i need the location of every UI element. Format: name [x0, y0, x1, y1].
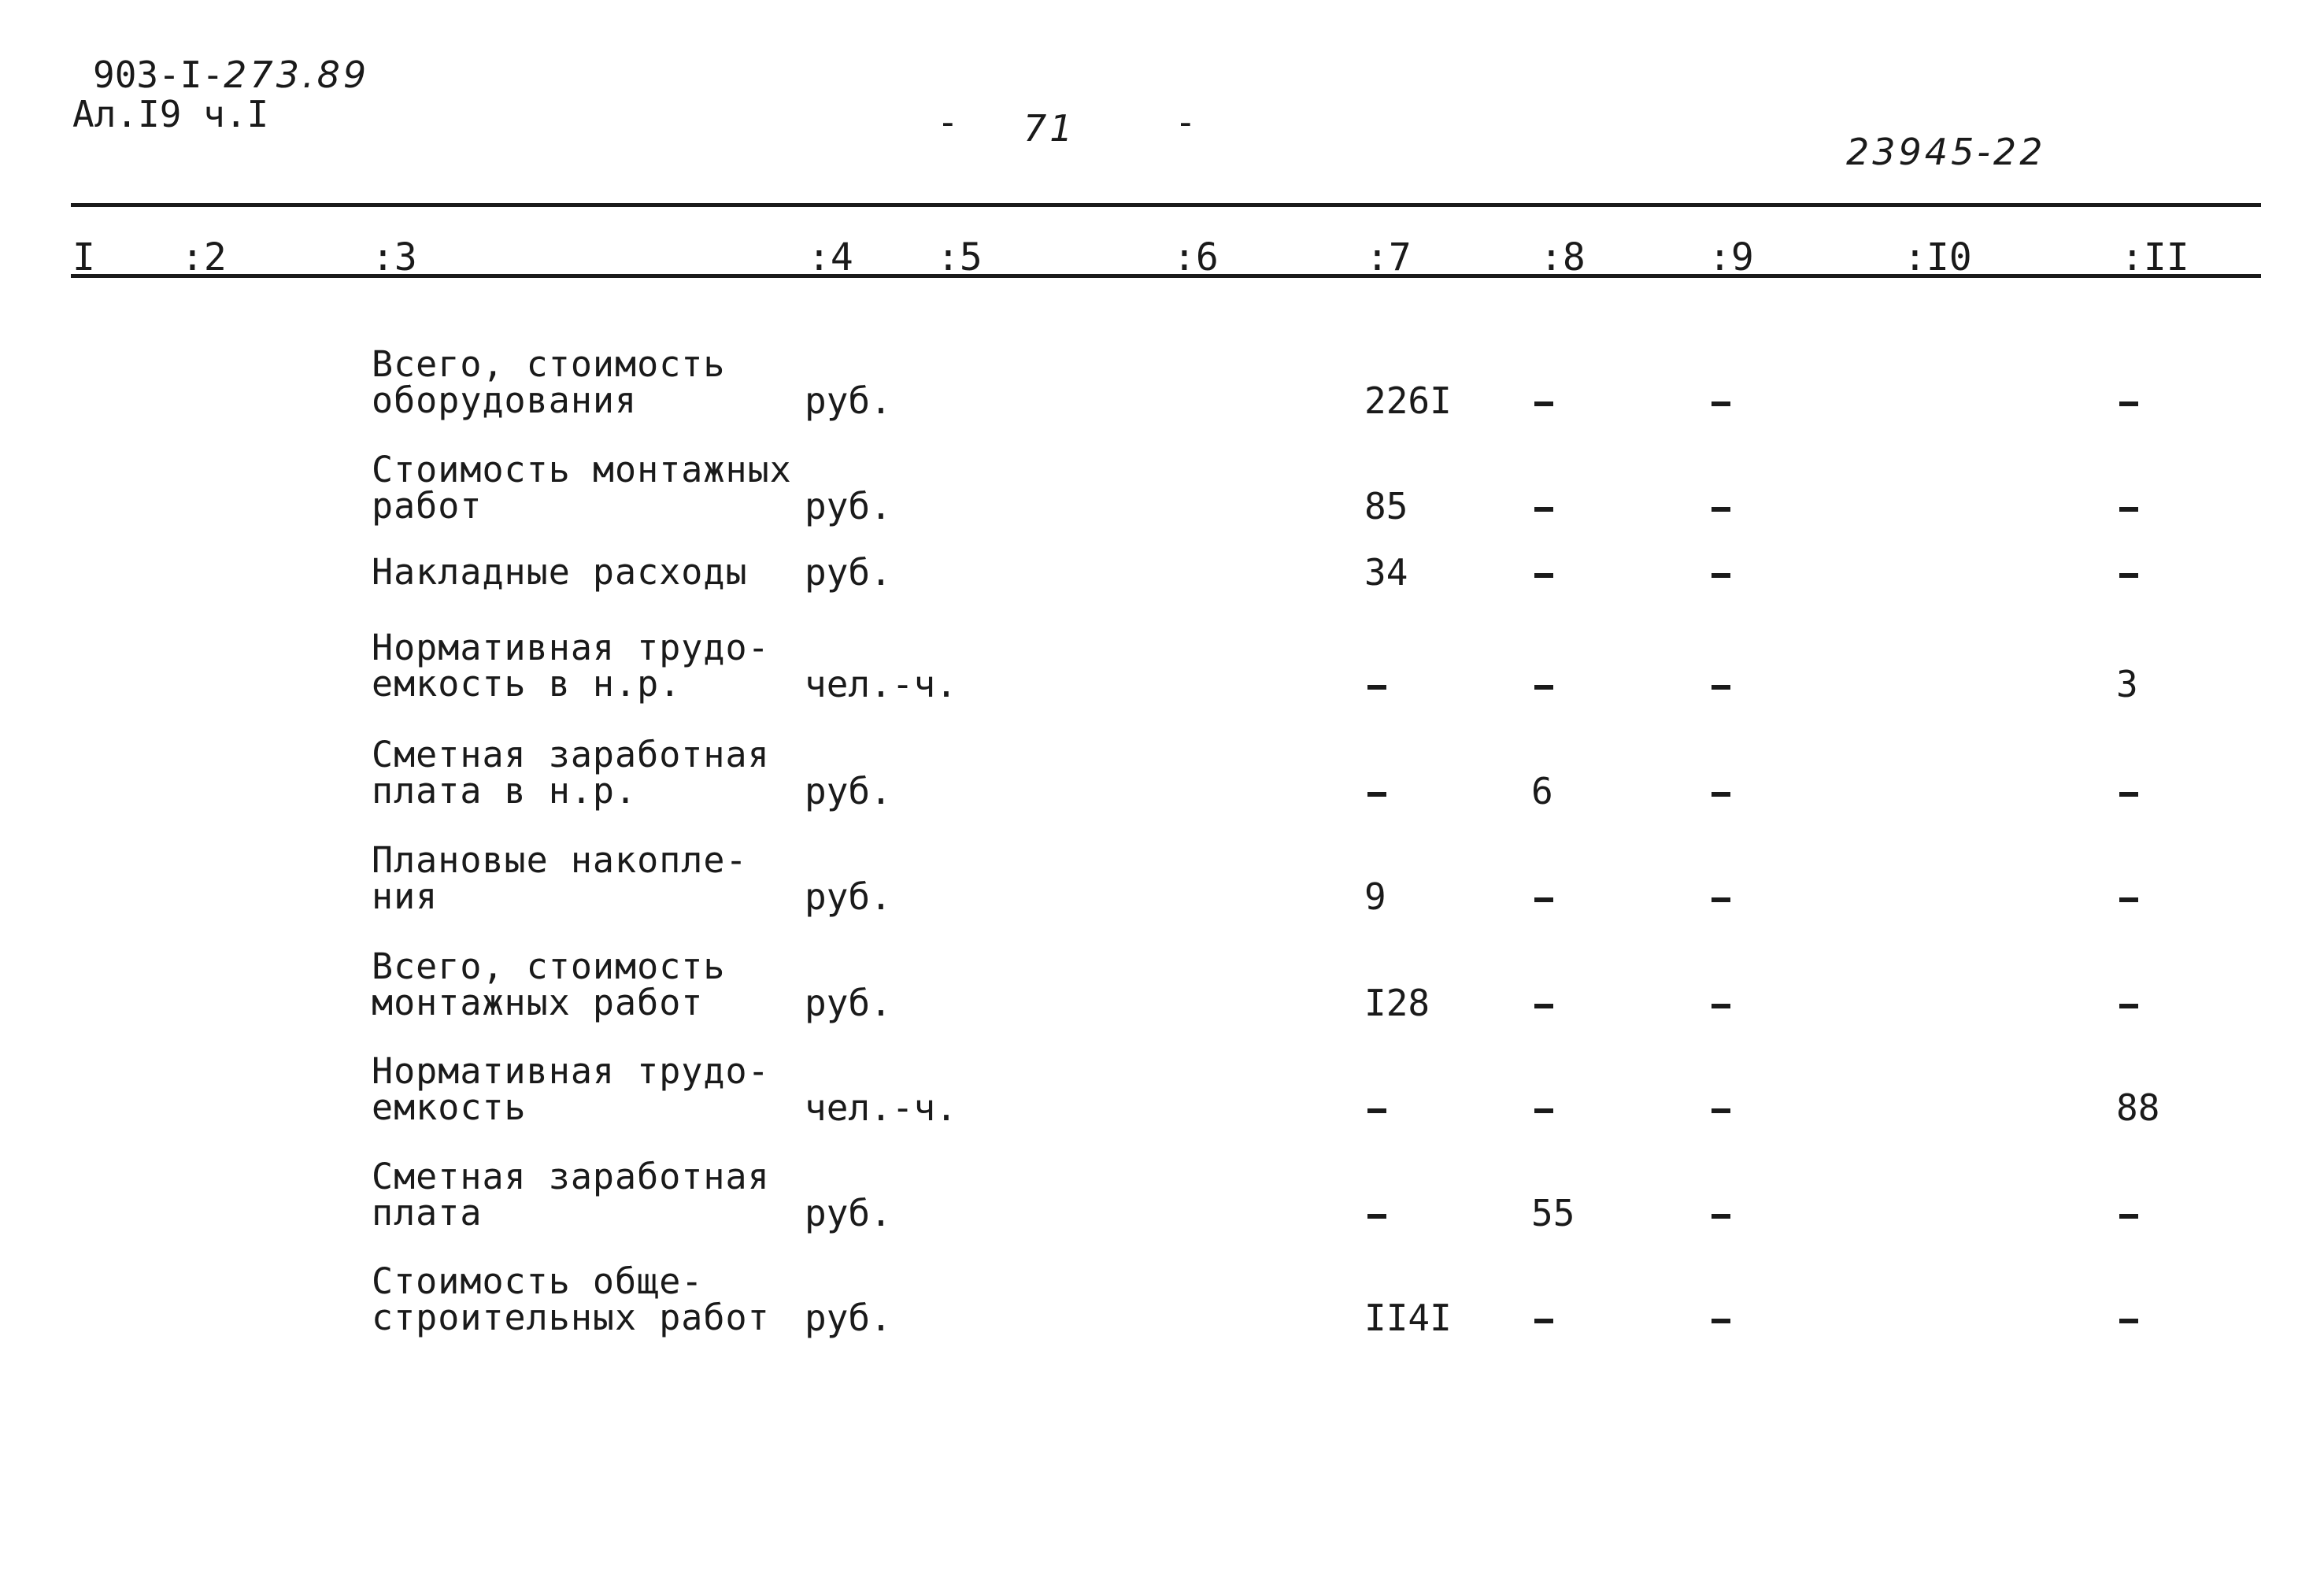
row-description-line: Нормативная трудо-: [372, 627, 770, 668]
row-col9-dash: [1712, 507, 1730, 512]
row-unit: руб.: [805, 379, 892, 422]
row-description-line: Стоимость монтажных: [372, 449, 792, 490]
row-col11-dash: [2119, 1214, 2138, 1219]
table-top-rule: [71, 203, 2261, 207]
row-col11-dash: [2119, 401, 2138, 406]
row-col11-dash: [2119, 573, 2138, 578]
row-description-line: плата в н.р.: [372, 770, 638, 812]
row-unit: руб.: [805, 875, 892, 918]
album-part: Ал.I9 ч.I: [72, 93, 269, 135]
row-unit: чел.-ч.: [805, 663, 957, 705]
row-col9-dash: [1712, 685, 1730, 690]
row-description-line: емкость: [372, 1086, 527, 1128]
row-col11-dash: [2119, 897, 2138, 902]
col-header-9: :9: [1708, 235, 1754, 279]
row-col7: II4I: [1364, 1297, 1452, 1339]
row-col11-dash: [2119, 792, 2138, 797]
row-col7: 9: [1364, 875, 1386, 918]
col-header-3: :3: [372, 235, 417, 279]
row-unit: чел.-ч.: [805, 1086, 957, 1129]
row-col8-dash: [1534, 401, 1553, 406]
row-col11-dash: [2119, 1319, 2138, 1323]
page-number: 71: [1023, 107, 1076, 150]
row-col9-dash: [1712, 1319, 1730, 1323]
row-description-line: емкость в н.р.: [372, 663, 682, 705]
doc-code-handwritten: 23945-22: [1846, 131, 2046, 173]
row-unit: руб.: [805, 485, 892, 527]
row-col8-dash: [1534, 1319, 1553, 1323]
row-description: [372, 734, 770, 812]
col-header-6: :6: [1173, 235, 1219, 279]
row-col8-dash: [1534, 1108, 1553, 1113]
row-col9-dash: [1712, 573, 1730, 578]
row-unit: руб.: [805, 1192, 892, 1234]
row-col7: I28: [1364, 982, 1430, 1024]
row-col9-dash: [1712, 1004, 1730, 1008]
row-description: [372, 449, 792, 527]
row-col8-dash: [1534, 573, 1553, 578]
row-description: [372, 1156, 770, 1234]
row-col8-dash: [1534, 507, 1553, 512]
col-header-4: :4: [808, 235, 853, 279]
row-description-line: оборудования: [372, 379, 638, 421]
row-description: [372, 945, 726, 1023]
row-col8-dash: [1534, 685, 1553, 690]
row-description-line: ния: [372, 875, 439, 917]
row-col8: 55: [1531, 1192, 1575, 1234]
row-description-line: Сметная заработная: [372, 734, 770, 775]
doc-number-handwritten: 273.89: [224, 54, 370, 96]
row-col8: 6: [1531, 770, 1553, 812]
row-description: [372, 839, 748, 917]
row-col8-dash: [1534, 1004, 1553, 1008]
col-header-7: :7: [1366, 235, 1412, 279]
col-header-1: I: [72, 235, 95, 279]
row-unit: руб.: [805, 1297, 892, 1339]
row-col11: 3: [2116, 663, 2138, 705]
row-description-line: Стоимость обще-: [372, 1260, 704, 1302]
row-col9-dash: [1712, 1108, 1730, 1113]
page-dash-left: -: [937, 101, 959, 143]
row-col9-dash: [1712, 1214, 1730, 1219]
row-col7: 34: [1364, 551, 1408, 594]
row-description-line: Всего, стоимость: [372, 343, 726, 385]
col-header-5: :5: [937, 235, 983, 279]
row-description: [372, 627, 770, 705]
row-description-line: монтажных работ: [372, 982, 704, 1023]
col-header-11: :II: [2121, 235, 2189, 279]
row-description-line: Всего, стоимость: [372, 945, 726, 987]
row-unit: руб.: [805, 982, 892, 1024]
row-col11: 88: [2116, 1086, 2160, 1129]
doc-number-printed: 903-I-: [93, 54, 224, 96]
row-description-line: Накладные расходы: [372, 551, 748, 593]
row-col7: 85: [1364, 485, 1408, 527]
row-col7-dash: [1367, 685, 1386, 690]
row-description: [372, 343, 726, 421]
row-description-line: работ: [372, 485, 483, 527]
row-col7: 226I: [1364, 379, 1452, 422]
col-header-10: :I0: [1904, 235, 1972, 279]
row-col11-dash: [2119, 507, 2138, 512]
row-description-line: Нормативная трудо-: [372, 1050, 770, 1092]
row-unit: руб.: [805, 770, 892, 812]
row-col7-dash: [1367, 1108, 1386, 1113]
page-dash-right: -: [1175, 101, 1197, 143]
row-description: [372, 551, 748, 593]
col-header-8: :8: [1540, 235, 1586, 279]
row-col9-dash: [1712, 897, 1730, 902]
row-unit: руб.: [805, 551, 892, 594]
row-description: [372, 1050, 770, 1128]
row-description-line: Плановые накопле-: [372, 839, 748, 881]
row-description: [372, 1260, 770, 1338]
row-col9-dash: [1712, 792, 1730, 797]
row-col9-dash: [1712, 401, 1730, 406]
row-col11-dash: [2119, 1004, 2138, 1008]
row-description-line: Сметная заработная: [372, 1156, 770, 1197]
row-description-line: строительных работ: [372, 1297, 770, 1338]
row-col7-dash: [1367, 792, 1386, 797]
col-header-2: :2: [181, 235, 227, 279]
row-description-line: плата: [372, 1192, 483, 1234]
row-col7-dash: [1367, 1214, 1386, 1219]
doc-number: [93, 54, 370, 96]
row-col8-dash: [1534, 897, 1553, 902]
